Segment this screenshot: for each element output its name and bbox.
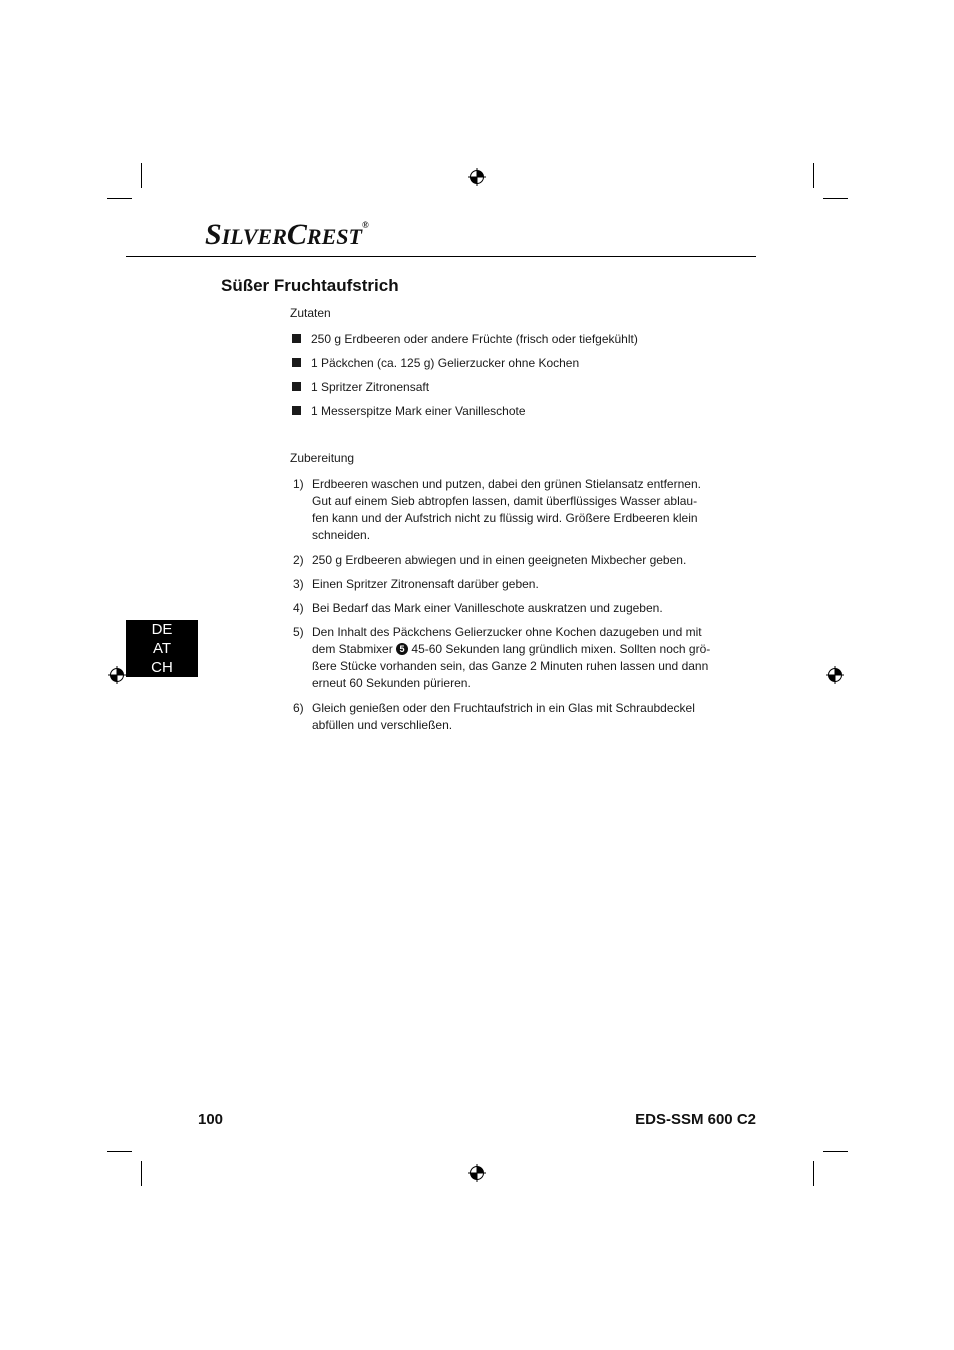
country-tab	[126, 620, 198, 677]
registration-target-icon	[468, 168, 486, 186]
step-text: erneut 60 Sekunden pürieren.	[312, 676, 471, 690]
country-code: CH	[151, 659, 173, 676]
registration-target-icon	[826, 666, 844, 684]
bullet-square-icon	[292, 334, 301, 343]
step-text: Gleich genießen oder den Fruchtaufstrich in ein Glas mit Schraubdeckel	[312, 701, 695, 715]
bullet-square-icon	[292, 406, 301, 415]
step-text: Gut auf einem Sieb abtropfen lassen, damit überflüssiges Wasser ablau-	[312, 494, 698, 508]
step-number: 3)	[293, 577, 304, 591]
model-number: EDS-SSM 600 C2	[635, 1111, 756, 1128]
step-text: fen kann und der Aufstrich nicht zu flüssig wird. Größere Erdbeeren klein	[312, 511, 698, 525]
country-code: DE	[151, 621, 173, 638]
step-number: 1)	[293, 477, 304, 491]
ingredient-text: 250 g Erdbeeren oder andere Früchte (frisch oder tiefgekühlt)	[311, 332, 638, 346]
step-text: Einen Spritzer Zitronensaft darüber geben.	[312, 577, 539, 591]
step-text-part: dem Stabmixer	[312, 642, 393, 656]
header-rule	[126, 256, 756, 257]
step-text: schneiden.	[312, 528, 371, 542]
crop-mark	[107, 1151, 132, 1152]
ingredient-item	[292, 404, 526, 418]
logo-text: C	[286, 218, 307, 251]
step-text-part: 45-60 Sekunden lang gründlich mixen. Sollten noch grö-	[411, 642, 711, 656]
step-text	[312, 642, 710, 656]
brand-logo	[205, 218, 369, 250]
logo-text: S	[205, 218, 222, 251]
registered-mark: ®	[361, 220, 369, 230]
crop-mark	[141, 163, 142, 188]
section-title: Süßer Fruchtaufstrich	[221, 276, 399, 295]
part-number-marker: 5	[396, 643, 408, 655]
step-text: abfüllen und verschließen.	[312, 718, 453, 732]
step-text: Bei Bedarf das Mark einer Vanilleschote auskratzen und zugeben.	[312, 601, 663, 615]
ingredients-heading: Zutaten	[290, 306, 331, 320]
step-number: 6)	[293, 701, 304, 715]
step-text: ßere Stücke vorhanden sein, das Ganze 2 Minuten ruhen lassen und dann	[312, 659, 709, 673]
bullet-square-icon	[292, 382, 301, 391]
crop-mark	[823, 198, 848, 199]
page-number: 100	[198, 1111, 224, 1128]
country-code: AT	[152, 640, 172, 657]
step-number: 4)	[293, 601, 304, 615]
preparation-heading: Zubereitung	[290, 451, 355, 465]
ingredient-text: 1 Spritzer Zitronensaft	[311, 380, 430, 394]
registration-target-icon	[468, 1164, 486, 1182]
crop-mark	[823, 1151, 848, 1152]
ingredient-item	[292, 332, 638, 346]
crop-mark	[813, 1161, 814, 1186]
step-number: 2)	[293, 553, 304, 567]
registration-target-icon	[108, 666, 126, 684]
ingredient-text: 1 Päckchen (ca. 125 g) Gelierzucker ohne Kochen	[311, 356, 580, 370]
step-number: 5)	[293, 625, 304, 639]
crop-mark	[141, 1161, 142, 1186]
crop-mark	[813, 163, 814, 188]
ingredient-item	[292, 356, 579, 370]
step-text: 250 g Erdbeeren abwiegen und in einen geeigneten Mixbecher geben.	[312, 553, 687, 567]
ingredient-text: 1 Messerspitze Mark einer Vanilleschote	[311, 404, 526, 418]
step-text: Den Inhalt des Päckchens Gelierzucker ohne Kochen dazugeben und mit	[312, 625, 702, 639]
ingredient-item	[292, 380, 429, 394]
step-text: Erdbeeren waschen und putzen, dabei den grünen Stielansatz entfernen.	[312, 477, 701, 491]
logo-text: ILVER	[221, 224, 287, 249]
crop-mark	[107, 198, 132, 199]
bullet-square-icon	[292, 358, 301, 367]
logo-text: REST	[306, 224, 362, 249]
